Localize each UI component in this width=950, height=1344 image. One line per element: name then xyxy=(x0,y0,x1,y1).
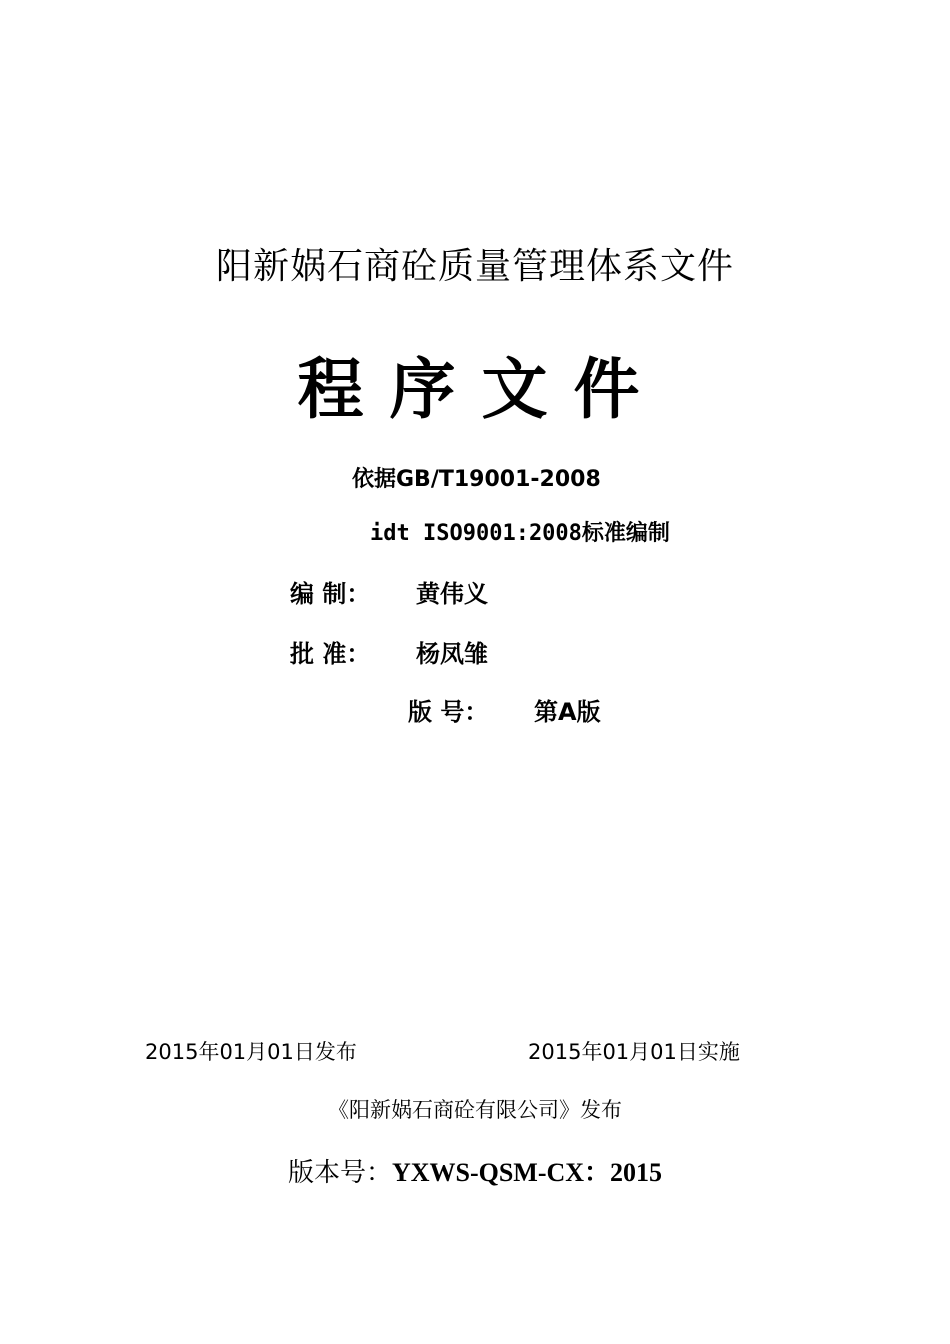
approver-field xyxy=(290,634,488,669)
edition-value: 第A版 xyxy=(534,698,601,726)
standard-suffix: 标准编制 xyxy=(581,521,670,546)
version-number xyxy=(0,1152,950,1189)
standard-basis-idt xyxy=(370,516,670,547)
standard-basis: 依据GB/T19001-2008 xyxy=(352,467,601,492)
editor-field xyxy=(290,574,488,609)
document-title: 程序文件 xyxy=(297,350,666,428)
version-number-code: YXWS-QSM-CX：2015 xyxy=(391,1158,663,1187)
standard-code: idt ISO9001:2008 xyxy=(370,521,582,546)
implementation-date: 2015年01月01日实施 xyxy=(528,1040,740,1064)
version-number-label: 版本号： xyxy=(287,1158,392,1187)
editor-value: 黄伟义 xyxy=(416,580,488,608)
issue-date: 2015年01月01日发布 xyxy=(145,1040,357,1064)
approver-label: 批 准： xyxy=(290,640,371,668)
editor-label: 编 制： xyxy=(290,580,371,608)
system-title: 阳新娲石商砼质量管理体系文件 xyxy=(215,246,734,287)
edition-field xyxy=(408,692,601,727)
approver-value: 杨凤雏 xyxy=(416,640,488,668)
edition-label: 版 号： xyxy=(408,698,489,726)
publisher-line: 《阳新娲石商砼有限公司》发布 xyxy=(328,1098,622,1122)
